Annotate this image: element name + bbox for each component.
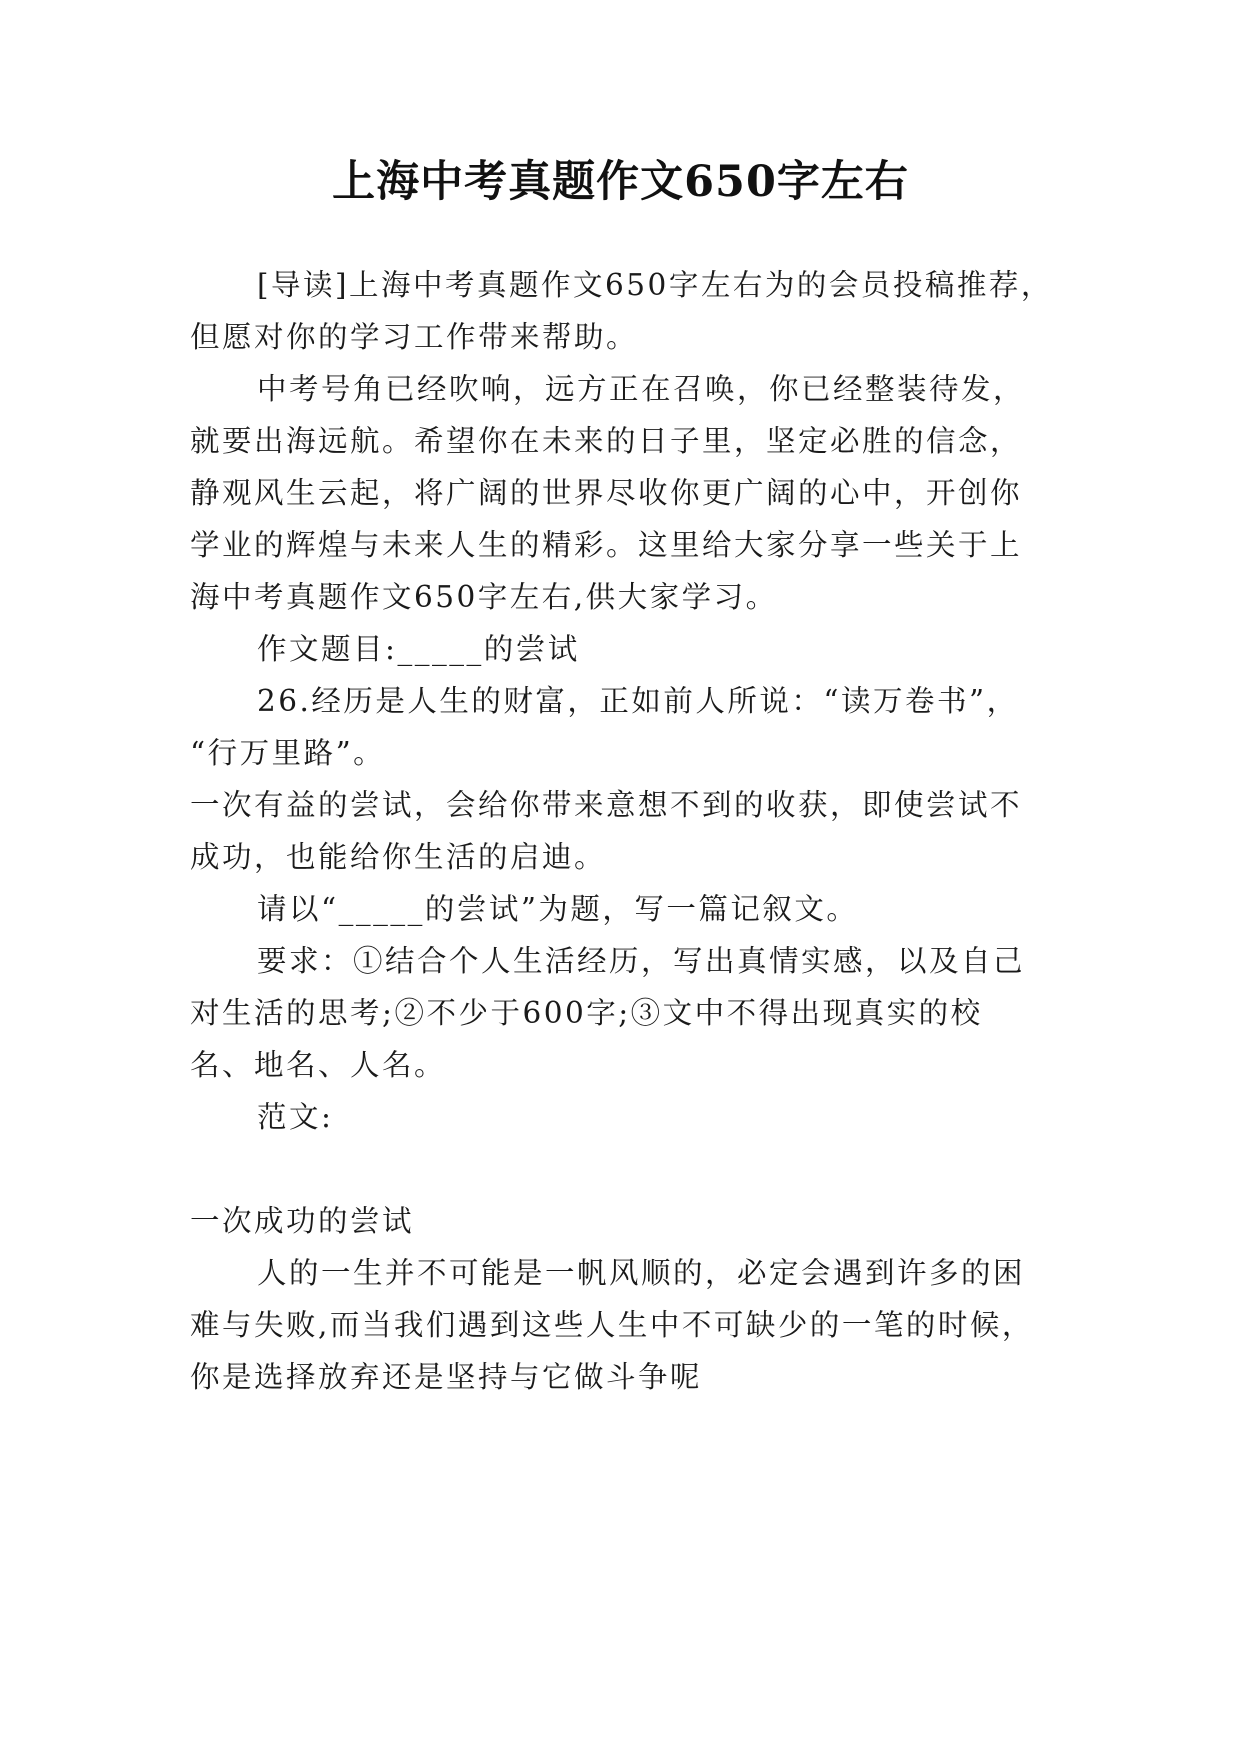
document-title: 上海中考真题作文650字左右 bbox=[332, 157, 909, 207]
intro-line-1: [导读]上海中考真题作文650字左右为的会员投稿推荐， bbox=[257, 268, 1053, 302]
body-paragraph-line: 海中考真题作文650字左右,供大家学习。 bbox=[190, 580, 778, 614]
intro-line-2: 但愿对你的学习工作带来帮助。 bbox=[190, 320, 639, 354]
prompt-line: 成功，也能给你生活的启迪。 bbox=[190, 840, 607, 874]
prompt-line: “行万里路”。 bbox=[190, 736, 386, 770]
essay-line: 难与失败,而当我们遇到这些人生中不可缺少的一笔的时候， bbox=[190, 1308, 1034, 1342]
requirements-line: 对生活的思考;②不少于600字;③文中不得出现真实的校 bbox=[190, 996, 983, 1030]
body-paragraph-line: 学业的辉煌与未来人生的精彩。这里给大家分享一些关于上 bbox=[190, 528, 1023, 562]
essay-line: 你是选择放弃还是坚持与它做斗争呢 bbox=[190, 1360, 703, 1394]
essay-line: 人的一生并不可能是一帆风顺的，必定会遇到许多的困 bbox=[257, 1256, 1026, 1290]
requirements-line: 名、地名、人名。 bbox=[190, 1048, 447, 1082]
sample-essay-label: 范文: bbox=[257, 1100, 334, 1134]
instruction-line: 请以“_____的尝试”为题，写一篇记叙文。 bbox=[257, 892, 859, 926]
requirements-line: 要求：①结合个人生活经历，写出真情实感，以及自己 bbox=[257, 944, 1026, 978]
prompt-line: 26.经历是人生的财富，正如前人所说：“读万卷书”， bbox=[257, 684, 1019, 718]
prompt-line: 一次有益的尝试，会给你带来意想不到的收获，即使尝试不 bbox=[190, 788, 1023, 822]
essay-heading: 一次成功的尝试 bbox=[190, 1204, 415, 1238]
body-paragraph-line: 中考号角已经吹响，远方正在召唤，你已经整装待发， bbox=[257, 372, 1026, 406]
body-paragraph-line: 静观风生云起，将广阔的世界尽收你更广阔的心中，开创你 bbox=[190, 476, 1023, 510]
body-paragraph-line: 就要出海远航。希望你在未来的日子里，坚定必胜的信念， bbox=[190, 424, 1023, 458]
essay-topic: 作文题目:_____的尝试 bbox=[257, 632, 580, 666]
